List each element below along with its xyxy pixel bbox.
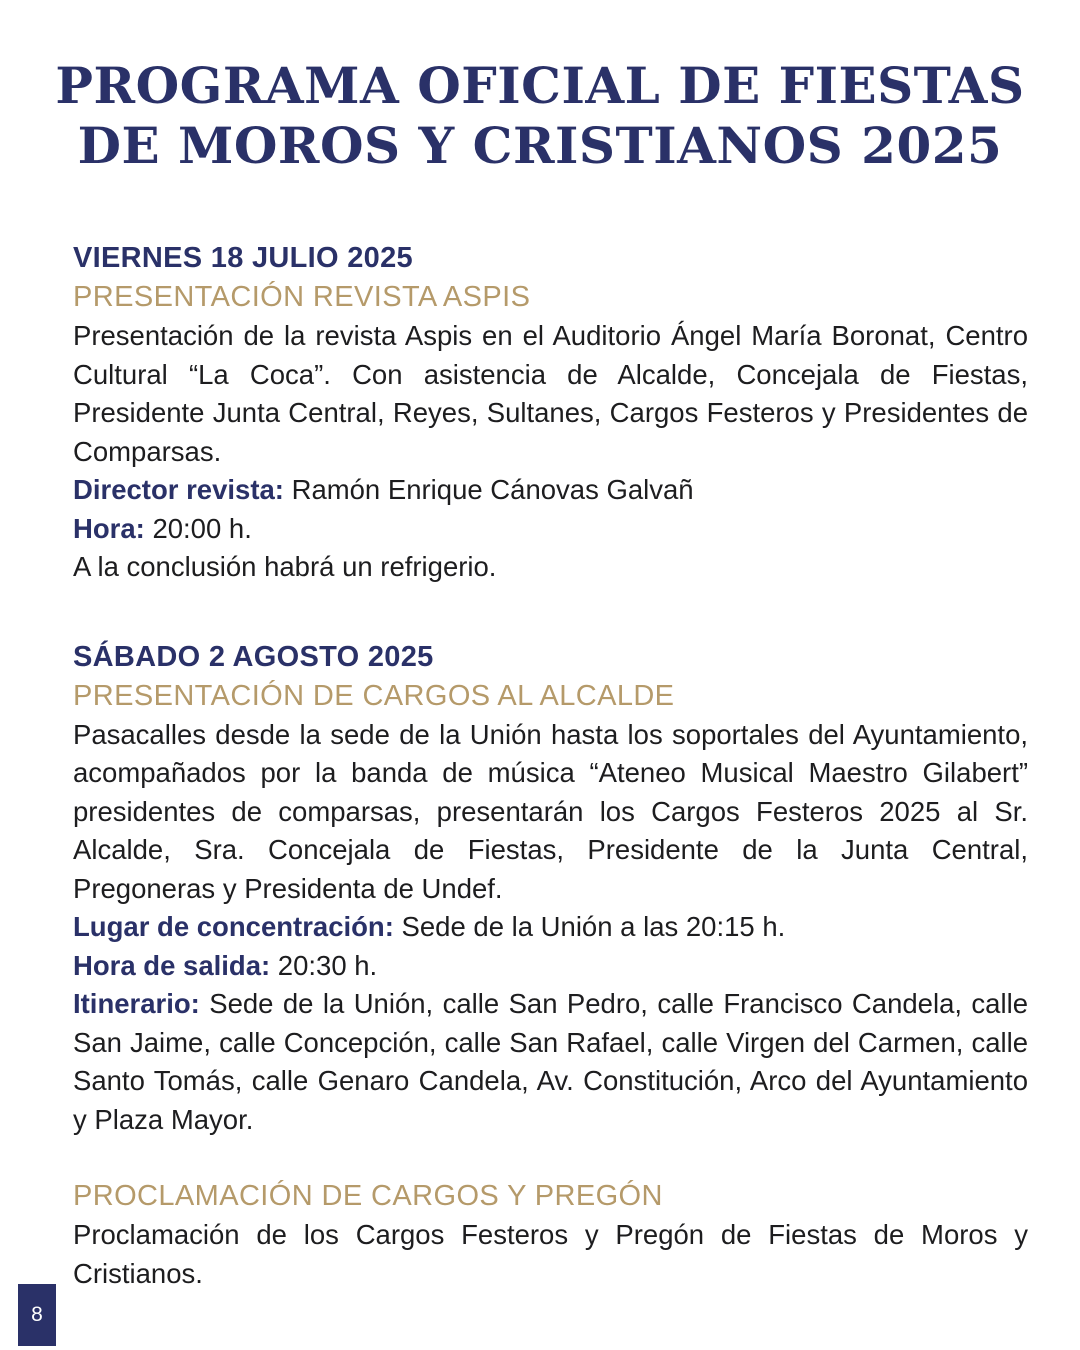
detail-value: Sede de la Unión a las 20:15 h. — [393, 911, 786, 942]
page-title — [0, 56, 1080, 176]
event-note: A la conclusión habrá un refrigerio. — [73, 551, 497, 582]
detail-label: Hora de salida: — [73, 949, 271, 981]
detail-value: 20:00 h. — [144, 512, 252, 544]
detail-label: Hora: — [73, 512, 145, 544]
detail-label: Director revista: — [73, 474, 284, 505]
program-content — [73, 238, 1028, 1293]
event-description: Presentación de la revista Aspis en el Auditorio Ángel María Boronat, Centro Cultural “La Coca”. Con asistencia de Alcalde, Concejala de Fiestas, Presidente Junta Central, Reyes, Sultanes, Cargos Festeros y Presidentes de Comparsas. — [73, 320, 1028, 467]
detail-label: Lugar de concentración: — [73, 911, 394, 942]
event-title: PRESENTACIÓN DE CARGOS AL ALCALDE — [73, 679, 675, 712]
page-number-tab: 8 — [18, 1284, 56, 1346]
detail-value: Sede de la Unión, calle San Pedro, calle Francisco Candela, calle San Jaime, calle Concepción, calle San Rafael, calle Virgen del Carmen, calle Santo Tomás, calle Genaro Candela, Av. Constitución, Arco del Ayuntamiento y Plaza Mayor. — [73, 988, 1028, 1135]
detail-row-hora-salida — [73, 947, 1028, 986]
detail-row-itinerario — [73, 985, 1028, 1139]
detail-value: 20:30 h. — [270, 949, 378, 981]
event-title: PRESENTACIÓN REVISTA ASPIS — [73, 281, 531, 313]
event-description: Pasacalles desde la sede de la Unión hasta los soportales del Ayuntamiento, acompañados por la banda de música “Ateneo Musical Maestro Gilabert” presidentes de comparsas, presentarán los Cargos Festeros 2025 al Sr. Alcalde, Sra. Concejala de Fiestas, Presidente de la Junta Central, Pregoneras y Presidenta de Undef. — [73, 718, 1028, 904]
page-title-line-2: DE MOROS Y CRISTIANOS 2025 — [77, 116, 1003, 175]
day-section-sabado — [73, 637, 1028, 1294]
section-spacer — [73, 587, 1028, 637]
event-spacer — [73, 1139, 1028, 1177]
day-heading: SÁBADO 2 AGOSTO 2025 — [73, 640, 434, 673]
page-title-line-1: PROGRAMA OFICIAL DE FIESTAS — [55, 56, 1025, 115]
detail-row-lugar — [73, 908, 1028, 947]
detail-row-director — [73, 471, 1028, 510]
event-description: Proclamación de los Cargos Festeros y Pregón de Fiestas de Moros y Cristianos. — [73, 1219, 1028, 1289]
day-section-viernes — [73, 238, 1028, 587]
day-heading: VIERNES 18 JULIO 2025 — [73, 242, 413, 274]
event-title: PROCLAMACIÓN DE CARGOS Y PREGÓN — [73, 1180, 663, 1212]
detail-label: Itinerario: — [73, 988, 200, 1019]
detail-row-hora — [73, 510, 1028, 549]
detail-value: Ramón Enrique Cánovas Galvañ — [283, 474, 694, 505]
